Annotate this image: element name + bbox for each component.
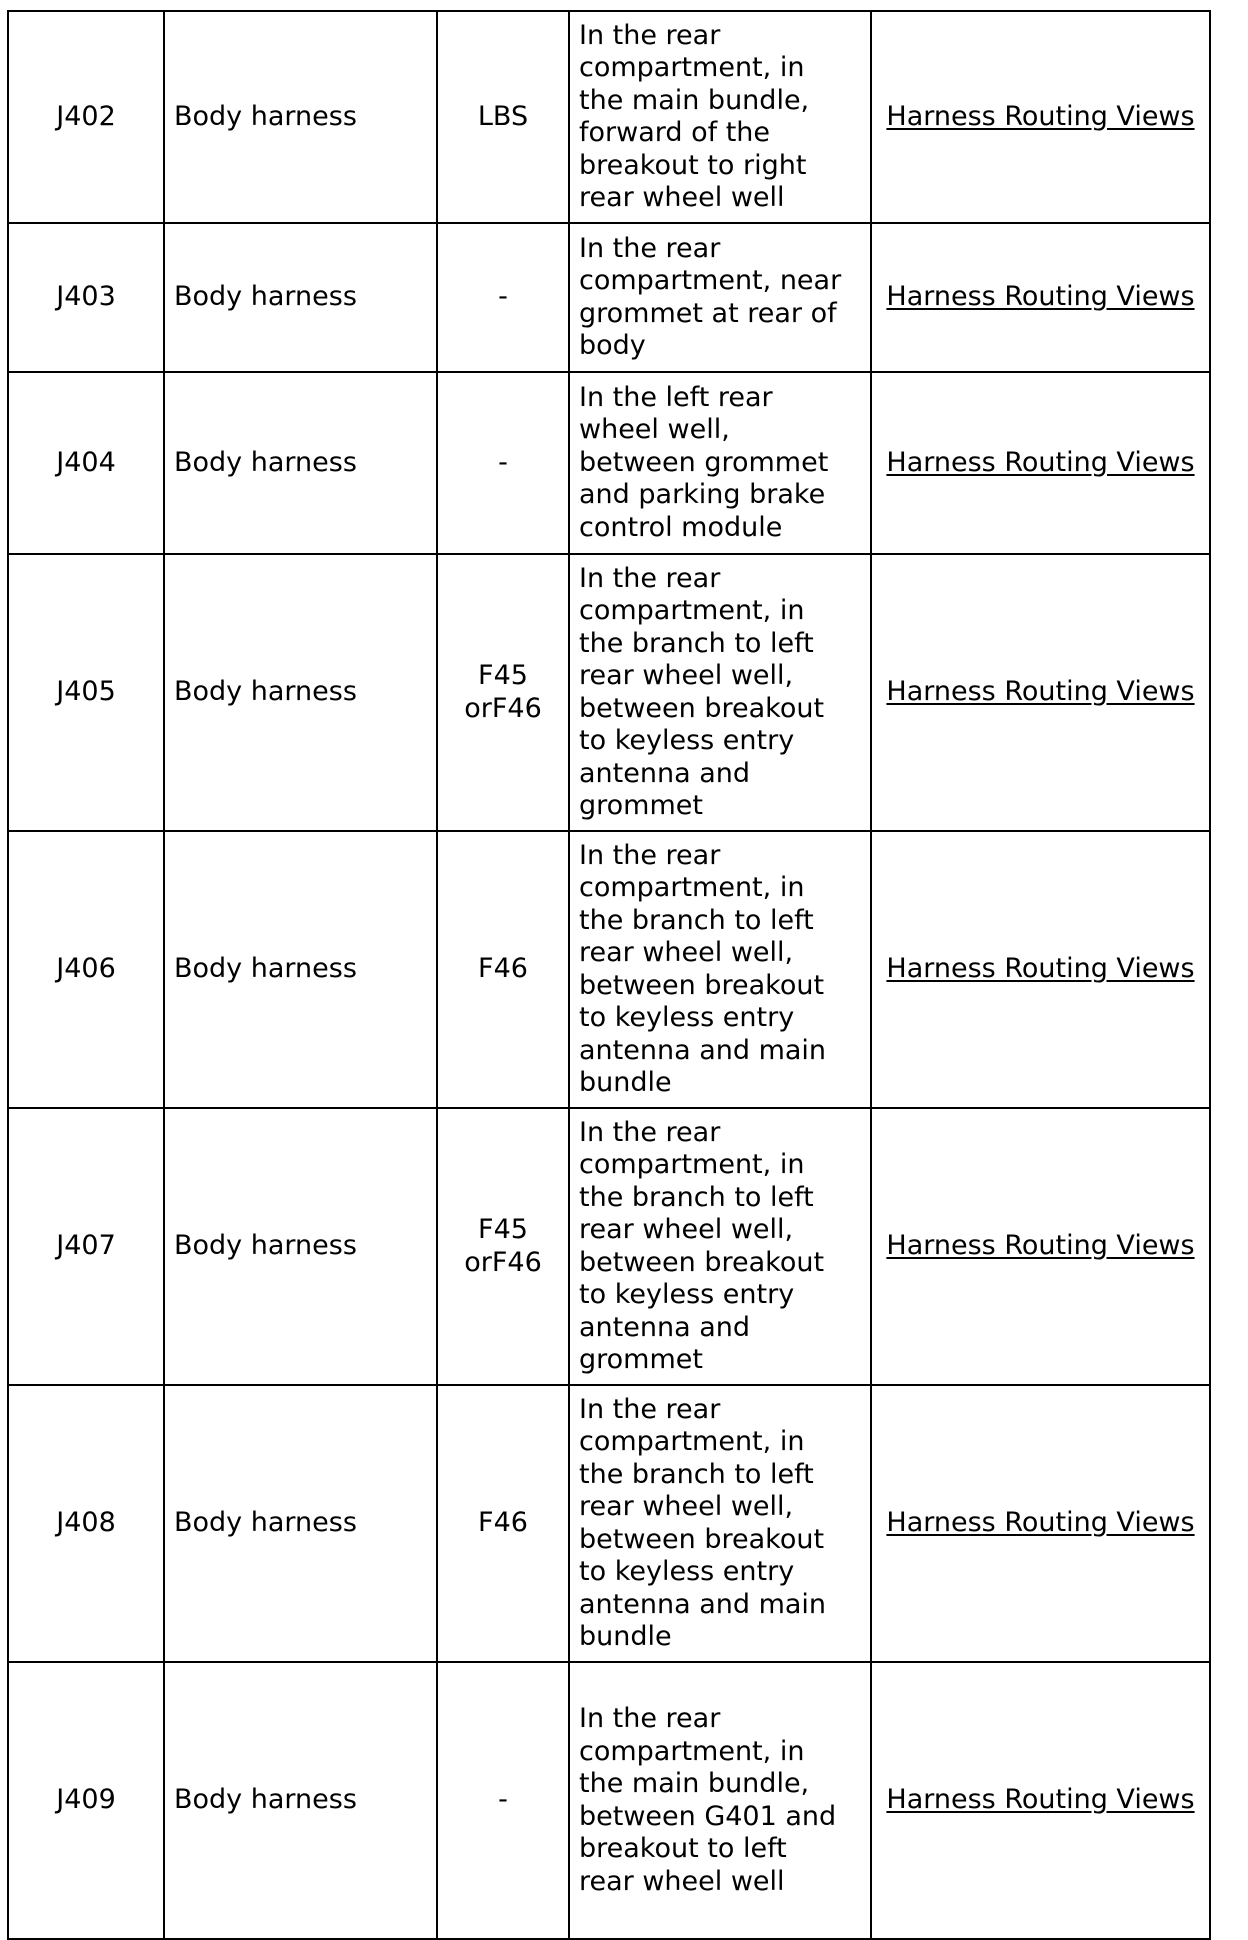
location-cell	[569, 1662, 871, 1939]
splice-id-cell: J402	[8, 11, 164, 223]
table-row	[8, 223, 1210, 372]
location-cell	[569, 372, 871, 554]
location-line: grommet	[579, 790, 703, 821]
location-line: forward of the	[579, 117, 771, 148]
link-cell	[871, 554, 1210, 831]
option-cell	[437, 1108, 569, 1385]
location-line: antenna and main	[579, 1588, 827, 1620]
location-line: compartment, in	[579, 595, 805, 626]
option-line: F46	[478, 953, 528, 985]
location-line: rear wheel well,	[579, 937, 794, 968]
location-line: antenna and	[579, 757, 751, 789]
location-line: wheel well,	[579, 414, 730, 446]
location-line: between breakout	[579, 969, 825, 1001]
location-line: breakout to left	[579, 1833, 787, 1864]
location-cell	[569, 554, 871, 831]
location-line: In the rear	[579, 232, 721, 264]
location-line: body	[579, 330, 646, 361]
option-cell	[437, 831, 569, 1108]
location-line: between breakout	[579, 1523, 825, 1555]
location-line: between breakout	[579, 692, 825, 724]
table-row	[8, 1108, 1210, 1385]
splice-id-cell: J406	[8, 831, 164, 1108]
harness-cell: Body harness	[164, 11, 437, 223]
splice-id-cell: J404	[8, 372, 164, 554]
option-line: F45 or	[464, 1214, 528, 1278]
harness-routing-views-link[interactable]: Harness Routing Views	[886, 100, 1195, 132]
location-line: In the rear	[579, 839, 721, 871]
harness-cell: Body harness	[164, 223, 437, 372]
location-line: bundle	[579, 1067, 672, 1098]
location-line: compartment, in	[579, 1426, 805, 1457]
option-line: F46	[478, 1507, 528, 1539]
location-line: between G401 and	[579, 1800, 837, 1832]
location-line: In the rear	[579, 562, 721, 594]
location-line: compartment, near	[579, 265, 842, 296]
harness-routing-views-link[interactable]: Harness Routing Views	[886, 1784, 1195, 1816]
location-line: In the left rear	[579, 381, 773, 413]
option-line: F46	[491, 1246, 542, 1278]
splice-id-cell: J408	[8, 1385, 164, 1662]
location-line: compartment, in	[579, 1149, 805, 1180]
location-line: In the rear	[579, 1703, 721, 1734]
location-cell	[569, 1108, 871, 1385]
location-cell	[569, 1385, 871, 1662]
option-cell	[437, 554, 569, 831]
location-line: control module	[579, 511, 783, 543]
location-cell	[569, 11, 871, 223]
location-line: rear wheel well,	[579, 1491, 794, 1522]
link-cell	[871, 831, 1210, 1108]
location-line: antenna and	[579, 1311, 751, 1343]
harness-routing-views-link[interactable]: Harness Routing Views	[886, 953, 1195, 985]
option-line: F46	[491, 692, 542, 724]
option-cell	[437, 372, 569, 554]
harness-cell: Body harness	[164, 1108, 437, 1385]
harness-routing-views-link[interactable]: Harness Routing Views	[886, 1507, 1195, 1539]
option-line: -	[498, 446, 508, 478]
location-line: breakout to right	[579, 149, 807, 181]
harness-routing-views-link[interactable]: Harness Routing Views	[886, 446, 1195, 478]
location-line: the branch to left	[579, 627, 814, 659]
harness-routing-views-link[interactable]: Harness Routing Views	[886, 1230, 1195, 1262]
table-body	[8, 11, 1210, 1939]
table-row	[8, 1662, 1210, 1939]
option-line: -	[498, 281, 508, 313]
location-line: between breakout	[579, 1246, 825, 1278]
option-line: -	[498, 1784, 508, 1816]
option-cell	[437, 223, 569, 372]
location-line: compartment, in	[579, 52, 805, 83]
link-cell	[871, 1108, 1210, 1385]
location-line: compartment, in	[579, 872, 805, 903]
splice-id-cell: J403	[8, 223, 164, 372]
location-line: antenna and main	[579, 1034, 827, 1066]
link-cell	[871, 11, 1210, 223]
splice-id-cell: J405	[8, 554, 164, 831]
location-line: and parking brake	[579, 479, 826, 511]
location-line: the branch to left	[579, 1458, 814, 1490]
option-cell	[437, 11, 569, 223]
option-line: LBS	[477, 100, 529, 132]
table-row	[8, 372, 1210, 554]
harness-cell: Body harness	[164, 1662, 437, 1939]
location-line: In the rear	[579, 1116, 721, 1148]
location-cell	[569, 831, 871, 1108]
location-line: between grommet	[579, 446, 829, 478]
option-cell	[437, 1662, 569, 1939]
location-line: rear wheel well,	[579, 1214, 794, 1245]
splice-id-cell: J407	[8, 1108, 164, 1385]
harness-routing-views-link[interactable]: Harness Routing Views	[886, 281, 1195, 313]
location-line: In the rear	[579, 19, 721, 51]
location-line: to keyless entry	[579, 1279, 795, 1310]
table-row	[8, 1385, 1210, 1662]
location-line: the main bundle,	[579, 84, 810, 116]
harness-cell: Body harness	[164, 372, 437, 554]
location-line: to keyless entry	[579, 1002, 795, 1033]
location-line: rear wheel well,	[579, 660, 794, 691]
link-cell	[871, 1385, 1210, 1662]
location-line: compartment, in	[579, 1735, 805, 1767]
harness-cell: Body harness	[164, 1385, 437, 1662]
table-row	[8, 554, 1210, 831]
option-cell	[437, 1385, 569, 1662]
location-line: rear wheel well	[579, 182, 785, 213]
option-line: F45 or	[464, 660, 528, 724]
location-line: the branch to left	[579, 1181, 814, 1213]
location-line: to keyless entry	[579, 725, 795, 756]
location-cell	[569, 223, 871, 372]
splice-location-table	[7, 10, 1211, 1940]
location-line: the main bundle,	[579, 1768, 810, 1799]
link-cell	[871, 372, 1210, 554]
location-line: rear wheel well	[579, 1865, 785, 1897]
harness-cell: Body harness	[164, 554, 437, 831]
harness-routing-views-link[interactable]: Harness Routing Views	[886, 676, 1195, 708]
harness-cell: Body harness	[164, 831, 437, 1108]
link-cell	[871, 1662, 1210, 1939]
link-cell	[871, 223, 1210, 372]
table-row	[8, 831, 1210, 1108]
location-line: the branch to left	[579, 904, 814, 936]
location-line: In the rear	[579, 1393, 721, 1425]
location-line: bundle	[579, 1621, 672, 1652]
location-line: grommet at rear of	[579, 297, 837, 329]
table-row	[8, 11, 1210, 223]
location-line: grommet	[579, 1344, 703, 1375]
splice-id-cell: J409	[8, 1662, 164, 1939]
location-line: to keyless entry	[579, 1556, 795, 1587]
